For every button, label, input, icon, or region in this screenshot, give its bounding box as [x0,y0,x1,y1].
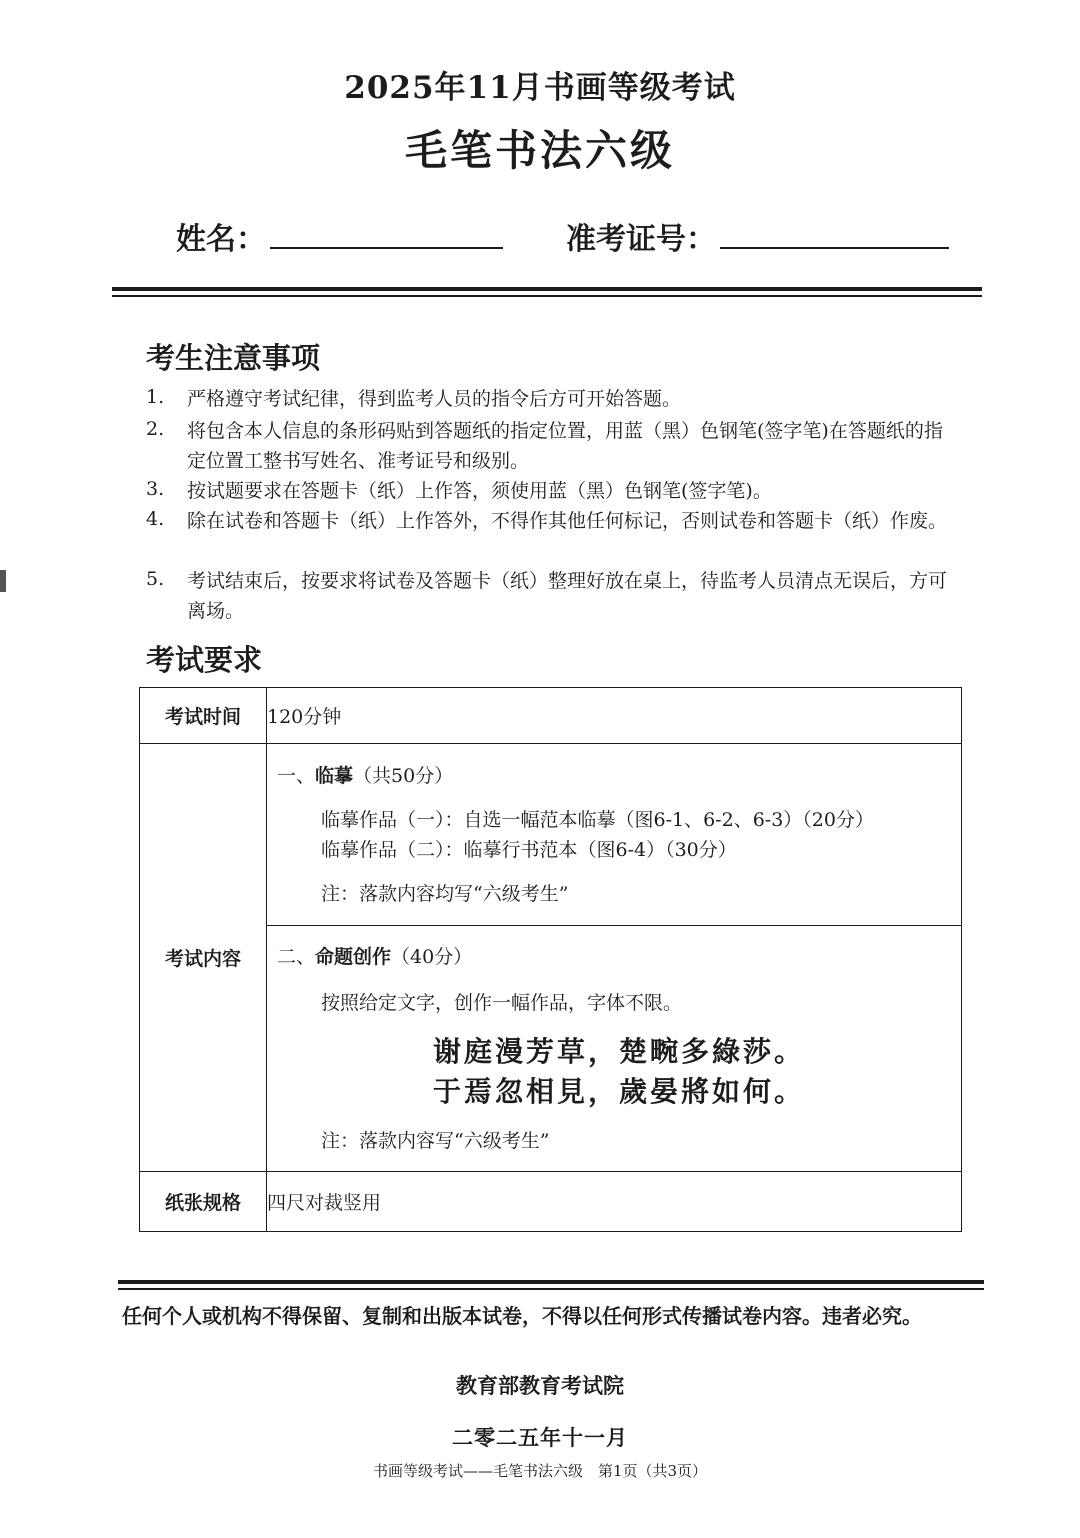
exam-title: 2025年11月书画等级考试 [344,70,736,106]
notices-heading: 考生注意事项 [146,341,321,375]
part2-title: 命题创作 [315,945,392,968]
part2-note: 注：落款内容写“六级考生” [321,1129,550,1152]
requirements-table [139,687,962,1232]
notice-number: 3. [146,478,165,500]
part1-note: 注：落款内容均写“六级考生” [321,882,569,905]
part1-line-2: 临摹作品（二）：临摹行书范本（图6-4）（30分） [321,838,737,861]
time-row [140,688,962,744]
time-value: 120分钟 [267,688,962,744]
notice-number: 4. [146,508,165,530]
notice-item: 严格遵守考试纪律，得到监考人员的指令后方可开始答题。 [187,388,682,410]
name-label: 姓名： [176,222,266,257]
scan-edge-mark [0,570,6,592]
footer-divider-thick [118,1280,984,1284]
exam-id-blank-line [720,247,949,249]
footer-divider-thin [118,1288,984,1290]
paper-label: 纸张规格 [140,1172,267,1232]
copyright-warning: 任何个人或机构不得保留、复制和出版本试卷，不得以任何形式传播试卷内容。违者必究。 [122,1304,922,1328]
notice-item: 按试题要求在答题卡（纸）上作答，须使用蓝（黑）色钢笔(签字笔)。 [187,480,772,502]
part2-heading [277,942,961,972]
notice-number: 1. [146,386,165,408]
part2-instruction: 按照给定文字，创作一幅作品，字体不限。 [321,991,683,1014]
part1-line-1: 临摹作品（一）：自选一幅范本临摹（图6-1、6-2、6-3）（20分） [321,808,874,831]
header-divider-thick [112,287,982,291]
issuer-name: 教育部教育考试院 [456,1373,624,1398]
notice-item: 除在试卷和答题卡（纸）上作答外，不得作其他任何标记，否则试卷和答题卡（纸）作废。 [187,510,948,532]
issue-date: 二零二五年十一月 [452,1425,628,1450]
part1-cell [267,744,962,926]
part1-title: 临摹 [315,764,354,787]
notice-number: 2. [146,418,165,440]
part1-score: （共50分） [353,764,454,787]
notice-item: 考试结束后，按要求将试卷及答题卡（纸）整理好放在桌上，待监考人员清点无误后，方可离场。 [187,570,948,622]
part2-cell [267,926,962,1172]
name-blank-line [270,247,503,249]
poem-line-2: 于焉忽相見，歲晏將如何。 [432,1074,805,1108]
content-label: 考试内容 [140,744,267,1172]
part1-number: 一、 [277,764,316,787]
part2-number: 二、 [277,945,316,968]
part1-heading [277,761,961,791]
header-divider-thin [112,295,982,297]
notice-number: 5. [146,568,165,590]
poem-line-1: 谢庭漫芳草，楚畹多綠莎。 [432,1034,805,1068]
paper-value: 四尺对裁竖用 [267,1172,962,1232]
exam-id-label: 准考证号： [566,222,716,257]
requirements-heading: 考试要求 [146,643,263,677]
paper-row [140,1172,962,1232]
content-row-part1 [140,744,962,926]
page-footer: 书画等级考试——毛笔书法六级 第1页（共3页） [372,1462,708,1480]
notice-item: 将包含本人信息的条形码贴到答题纸的指定位置，用蓝（黑）色钢笔(签字笔)在答题纸的指定位置工整书写姓名、准考证号和级别。 [187,420,943,472]
subject-title: 毛笔书法六级 [404,126,675,175]
part2-score: （40分） [391,945,473,968]
time-label: 考试时间 [140,688,267,744]
